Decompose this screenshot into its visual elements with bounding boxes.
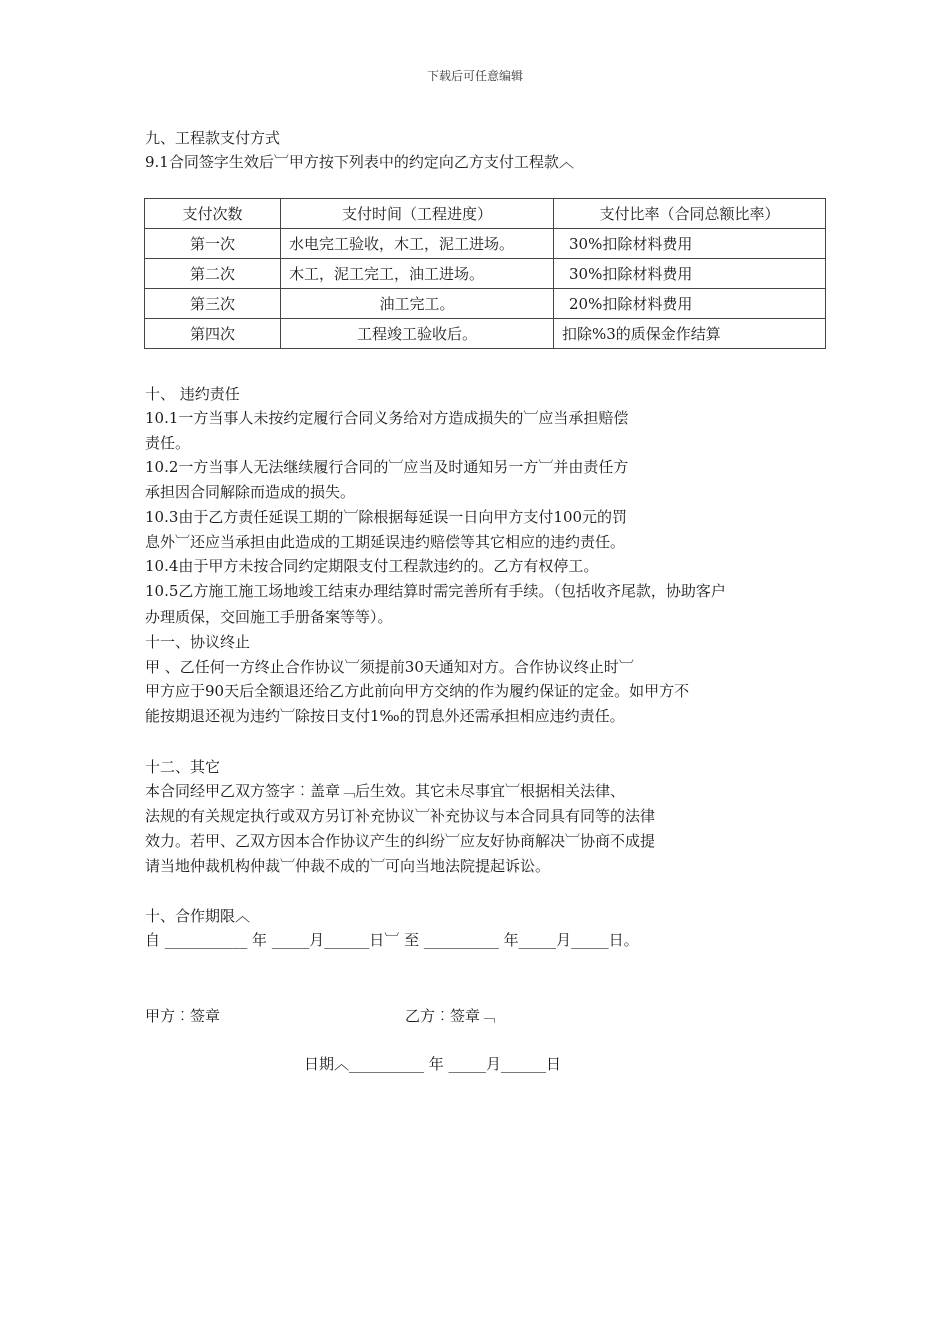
section-11-line: 能按期退还视为违约︺除按日支付1‰的罚息外还需承担相应违约责任。 [145,707,625,725]
section-10-line: 10.4由于甲方未按合同约定期限支付工程款违约的。乙方有权停工。 [145,557,599,575]
section-9-intro: 9.1合同签字生效后︺甲方按下列表中的约定向乙方支付工程款︿ [145,153,574,171]
table-cell: 油工完工。 [281,289,554,319]
table-cell: 30%扣除材料费用 [554,229,826,259]
section-12-line: 效力。若甲、乙双方因本合作协议产生的纠纷︺应友好协商解决︺协商不成提 [145,832,656,850]
term-title: 十、合作期限︿ [145,907,251,925]
table-cell: 第三次 [145,289,281,319]
section-10-line: 10.5乙方施工施工场地竣工结束办理结算时需完善所有手续。（包括收齐尾款，协助客户 [145,582,726,600]
table-header-cell: 支付时间（工程进度） [281,199,554,229]
section-11-line: 甲方应于90天后全额退还给乙方此前向甲方交纳的作为履约保证的定金。如甲方不 [145,682,690,700]
table-cell: 木工，泥工完工，油工进场。 [281,259,554,289]
section-10-line: 10.1一方当事人未按约定履行合同义务给对方造成损失的︺应当承担赔偿 [145,409,629,427]
payment-table [144,198,826,349]
page-header: 下载后可任意编辑 [426,69,523,83]
section-12-line: 法规的有关规定执行或双方另订补充协议︺补充协议与本合同具有同等的法律 [145,807,656,825]
party-b-signature: 乙方︰签章﹁ [405,1007,496,1025]
table-cell: 工程竣工验收后。 [281,319,554,349]
section-9-title: 九、工程款支付方式 [145,129,281,147]
section-12-title: 十二、其它 [145,758,221,776]
section-10-line: 10.3由于乙方责任延误工期的︺除根据每延误一日向甲方支付100元的罚 [145,508,628,526]
section-12-line: 本合同经甲乙双方签字︰盖章﹁后生效。其它未尽事宜︺根据相关法律、 [145,782,626,800]
table-row [145,229,826,259]
table-cell: 第四次 [145,319,281,349]
table-cell: 扣除%3的质保金作结算 [554,319,826,349]
section-10-line: 责任。 [145,434,191,452]
section-12-line: 请当地仲裁机构仲裁︺仲裁不成的︺可向当地法院提起诉讼。 [145,857,551,875]
table-header-cell: 支付次数 [145,199,281,229]
section-11-line: 甲 、乙任何一方终止合作协议︺须提前30天通知对方。合作协议终止时︺ [145,658,634,676]
table-cell: 第二次 [145,259,281,289]
table-header-cell: 支付比率（合同总额比率） [554,199,826,229]
table-header-row [145,199,826,229]
table-row [145,259,826,289]
section-10-line: 10.2一方当事人无法继续履行合同的︺应当及时通知另一方︺并由责任方 [145,458,629,476]
party-a-signature: 甲方︰签章 [145,1007,221,1025]
section-11-title: 十一、协议终止 [145,633,251,651]
section-10-line: 息外︺还应当承担由此造成的工期延误违约赔偿等其它相应的违约责任。 [145,533,626,551]
table-row [145,289,826,319]
section-10-line: 承担因合同解除而造成的损失。 [145,483,356,501]
section-10-title: 十、 违约责任 [145,385,240,403]
term-line: 自 ___________ 年 _____月______日︺ 至 __________ 年_____月_____日。 [145,931,639,949]
section-10-line: 办理质保，交回施工手册备案等等）。 [145,608,393,626]
table-row [145,319,826,349]
table-cell: 30%扣除材料费用 [554,259,826,289]
table-cell: 水电完工验收，木工，泥工进场。 [281,229,554,259]
table-cell: 20%扣除材料费用 [554,289,826,319]
signature-date: 日期︿__________ 年 _____月______日 [304,1055,562,1073]
table-cell: 第一次 [145,229,281,259]
